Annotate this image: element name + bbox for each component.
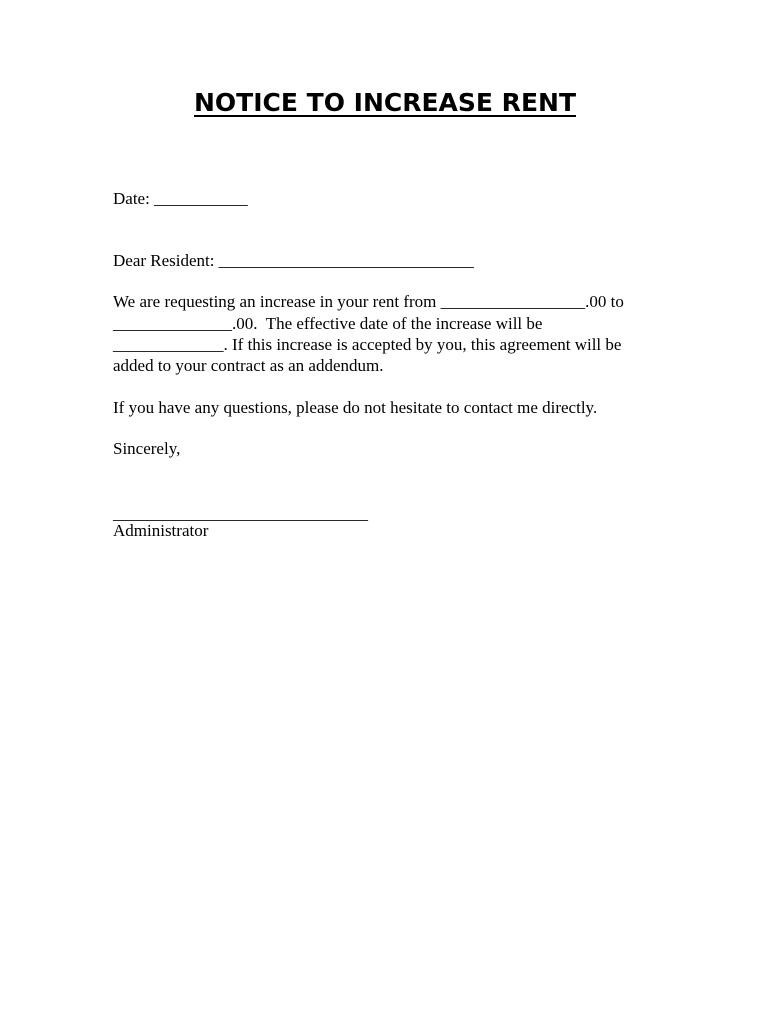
signature-line: ______________________________: [113, 504, 368, 523]
signature-title: Administrator: [113, 521, 209, 540]
questions-paragraph: If you have any questions, please do not hesitate to contact me directly.: [113, 398, 598, 417]
document-title: NOTICE TO INCREASE RENT: [193, 88, 576, 117]
body-line-4: added to your contract as an addendum.: [113, 356, 384, 375]
body-line-2: ______________.00. The effective date of the increase will be: [113, 314, 543, 333]
body-line-3: _____________. If this increase is accepted by you, this agreement will be: [113, 335, 622, 354]
closing-line: Sincerely,: [113, 439, 181, 458]
salutation-line: Dear Resident: ______________________________: [113, 251, 474, 270]
body-line-1: We are requesting an increase in your rent from _________________.00 to: [113, 292, 624, 311]
date-line: Date: ___________: [113, 189, 248, 208]
